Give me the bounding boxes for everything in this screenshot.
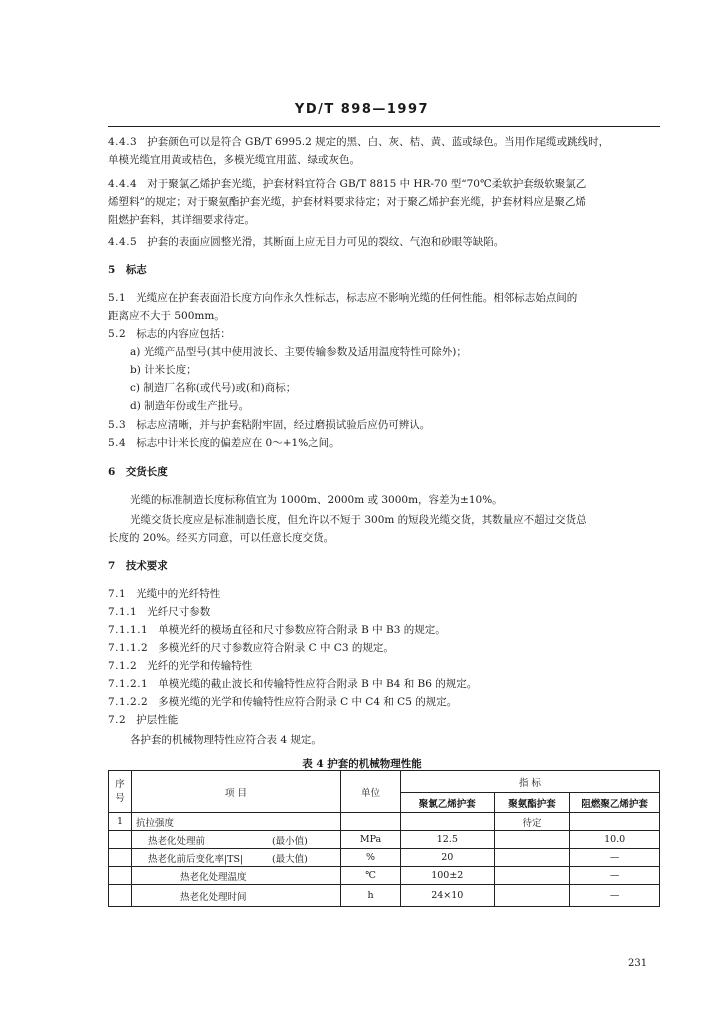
table-row — [109, 885, 660, 907]
clause-4-4-4-cont2: 阻燃护套料，其详细要求待定。 — [108, 214, 255, 226]
th-pvc: 聚氯乙烯护套 — [400, 793, 494, 813]
section-6-heading: 6 交货长度 — [108, 466, 168, 478]
cell-pu — [494, 831, 570, 849]
clause-5-3: 5.3 标志应清晰，并与护套粘附牢固，经过磨损试验后应仍可辨认。 — [108, 419, 431, 431]
table-row — [109, 849, 660, 867]
cell-fr-pe: — — [570, 867, 660, 885]
clause-5-2-c: c) 制造厂名称(或代号)或(和)商标； — [130, 382, 297, 394]
section-6-para1: 光缆的标准制造长度标称值宜为 1000m、2000m 或 3000m，容差为±10%。 — [130, 494, 503, 506]
cell-unit: h — [341, 885, 401, 907]
th-indicator: 指 标 — [400, 771, 659, 793]
cell-item: 热老化处理前 (最小值) — [131, 831, 340, 849]
cell-pvc: 100±2 — [400, 867, 494, 885]
cell-seq — [109, 867, 132, 885]
clause-7-2-para: 各护套的机械物理特性应符合表 4 规定。 — [130, 734, 322, 746]
clause-7-1-1: 7.1.1 光纤尺寸参数 — [108, 606, 211, 618]
th-pu: 聚氨酯护套 — [494, 793, 570, 813]
cell-item: 热老化处理温度 — [131, 867, 340, 885]
th-item: 项 目 — [131, 771, 340, 813]
th-fr-pe: 阻燃聚乙烯护套 — [570, 793, 660, 813]
properties-table — [108, 770, 660, 907]
th-unit: 单位 — [341, 771, 401, 813]
clause-4-4-3: 4.4.3 护套颜色可以是符合 GB/T 6995.2 规定的黑、白、灰、桔、黄、蓝或绿色。当用作尾缆或跳线时， — [108, 136, 610, 148]
section-6-para2-cont: 长度的 20%。经买方同意，可以任意长度交货。 — [108, 532, 335, 544]
cell-pu: 待定 — [494, 813, 570, 831]
clause-5-2-a: a) 光缆产品型号(其中使用波长、主要传输参数及适用温度特性可除外)； — [130, 346, 467, 358]
clause-7-1: 7.1 光缆中的光纤特性 — [108, 588, 221, 600]
cell-fr-pe: 10.0 — [570, 831, 660, 849]
cell-pvc: 12.5 — [400, 831, 494, 849]
cell-seq — [109, 885, 132, 907]
cell-pu — [494, 867, 570, 885]
clause-5-4: 5.4 标志中计米长度的偏差应在 0～+1%之间。 — [108, 437, 340, 449]
clause-7-1-2: 7.1.2 光纤的光学和传输特性 — [108, 660, 253, 672]
header-rule — [108, 126, 660, 127]
clause-5-2-b: b) 计米长度； — [130, 364, 197, 376]
clause-5-2-d: d) 制造年份或生产批号。 — [130, 400, 250, 412]
clause-4-4-4: 4.4.4 对于聚氯乙烯护套光缆，护套材料宜符合 GB/T 8815 中 HR-70 型“70℃柔软护套级软聚氯乙 — [108, 178, 587, 190]
clause-7-2: 7.2 护层性能 — [108, 714, 179, 726]
th-seq: 序号 — [109, 771, 132, 813]
section-7-heading: 7 技术要求 — [108, 560, 168, 572]
cell-fr-pe: — — [570, 849, 660, 867]
table-row — [109, 831, 660, 849]
clause-5-1-cont: 距离应不大于 500mm。 — [108, 310, 225, 322]
cell-pu — [494, 885, 570, 907]
cell-pvc: 24×10 — [400, 885, 494, 907]
cell-pvc: 20 — [400, 849, 494, 867]
clause-4-4-5: 4.4.5 护套的表面应圆整光滑，其断面上应无目力可见的裂纹、气泡和砂眼等缺陷。 — [108, 236, 505, 248]
cell-pu — [494, 849, 570, 867]
clause-7-1-2-2: 7.1.2.2 多模光缆的光学和传输特性应符合附录 C 中 C4 和 C5 的规定。 — [108, 696, 458, 708]
table-row — [109, 813, 660, 831]
clause-5-1: 5.1 光缆应在护套表面沿长度方向作永久性标志，标志应不影响光缆的任何性能。相邻标志始点间的 — [108, 292, 578, 304]
page-number: 231 — [628, 958, 648, 969]
cell-fr-pe — [570, 813, 660, 831]
clause-7-1-2-1: 7.1.2.1 单模光缆的截止波长和传输特性应符合附录 B 中 B4 和 B6 的规定。 — [108, 678, 478, 690]
clause-4-4-4-cont1: 烯塑料”的规定；对于聚氨酯护套光缆，护套材料要求待定；对于聚乙烯护套光缆，护套材料应是聚乙烯 — [108, 196, 586, 208]
cell-fr-pe: — — [570, 885, 660, 907]
cell-item: 热老化处理时间 — [131, 885, 340, 907]
cell-unit: MPa — [341, 831, 401, 849]
table-header-row-1 — [109, 771, 660, 793]
cell-seq: 1 — [109, 813, 132, 831]
cell-seq — [109, 849, 132, 867]
clause-5-2: 5.2 标志的内容应包括： — [108, 328, 231, 340]
clause-7-1-1-2: 7.1.1.2 多模光纤的尺寸参数应符合附录 C 中 C3 的规定。 — [108, 642, 394, 654]
cell-unit — [341, 813, 401, 831]
clause-4-4-3-cont: 单模光缆宜用黄或桔色，多模光缆宜用蓝、绿或灰色。 — [108, 154, 360, 166]
cell-item: 热老化前后变化率|TS| (最大值) — [131, 849, 340, 867]
cell-item: 抗拉强度 — [131, 813, 340, 831]
table-caption: 表 4 护套的机械物理性能 — [302, 758, 422, 770]
section-6-para2: 光缆交货长度应是标准制造长度，但允许以不短于 300m 的短段光缆交货，其数量应不超过交货总 — [130, 514, 587, 526]
cell-unit: % — [341, 849, 401, 867]
cell-seq — [109, 831, 132, 849]
section-5-heading: 5 标志 — [108, 264, 147, 276]
table-row — [109, 867, 660, 885]
page-header: YD/T 898—1997 — [294, 102, 430, 117]
cell-unit: ℃ — [341, 867, 401, 885]
clause-7-1-1-1: 7.1.1.1 单模光纤的模场直径和尺寸参数应符合附录 B 中 B3 的规定。 — [108, 624, 446, 636]
cell-pvc — [400, 813, 494, 831]
